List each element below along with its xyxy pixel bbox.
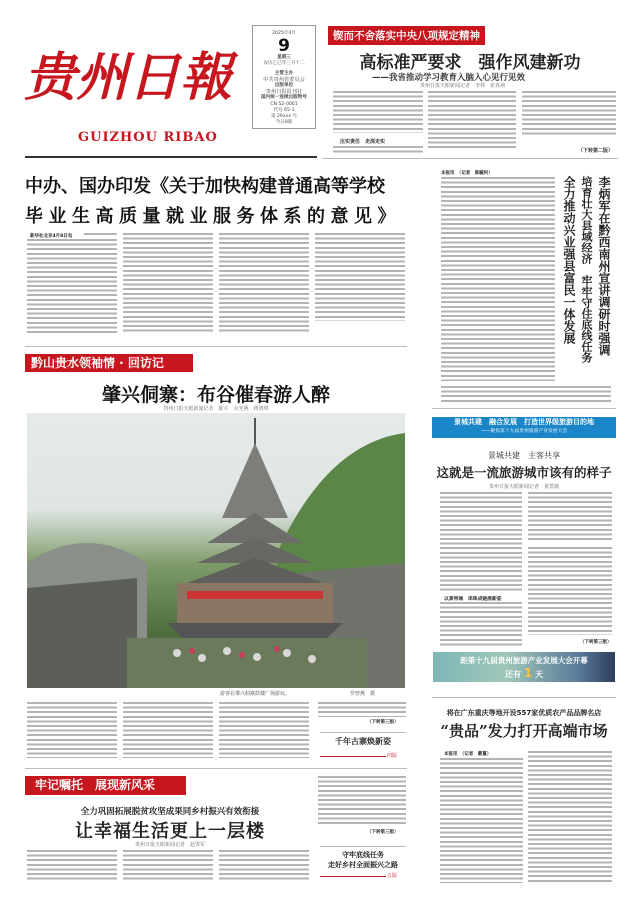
- top-story-subhead: 压实责任 走深走实: [340, 139, 386, 145]
- countdown-days-row: [433, 668, 615, 680]
- agri-headline: “贵品”发力打开高端市场: [440, 722, 608, 740]
- feature-body-col2: [123, 702, 213, 758]
- top-story-subtitle: ——我省推动学习教育入脑入心见行见效: [372, 73, 526, 83]
- tourism-banner: [432, 417, 616, 438]
- divider: [320, 846, 406, 847]
- lead-body-col1b: [27, 239, 117, 334]
- section-tag-feature: 黔山贵水领袖情 · 回访记: [25, 354, 193, 372]
- publisher: 贵州日报报刊社: [265, 89, 303, 96]
- section-tag-rural: 牢记嘱托 展现新风采: [25, 776, 186, 795]
- rural-byline: 贵州日报天眼新闻记者 赵霁军: [134, 842, 205, 848]
- top-story-body-col2: [428, 91, 516, 151]
- vertical-story-body-bottom: [441, 386, 611, 402]
- rural-teaser-link[interactable]: [320, 850, 406, 870]
- rural-body-col1: [27, 850, 117, 882]
- lead-body-col1: [84, 233, 117, 237]
- lead-body-col3: [219, 233, 309, 334]
- teaser-link[interactable]: 千年古寨焕新姿: [335, 736, 391, 746]
- cn-number: CN 52-0001: [270, 101, 298, 107]
- agri-dateline: 本报讯 （记者 蒙蔓）: [444, 752, 492, 757]
- countdown-days: 1: [523, 666, 533, 680]
- cn-label: 国内统一连续出版物号: [261, 95, 307, 101]
- masthead-rule: [25, 156, 317, 158]
- rural-body-col4: [318, 776, 406, 824]
- top-story-headline: 高标准严要求 强作风建新功: [359, 53, 581, 73]
- teaser-line1: 守牢底线任务: [342, 850, 384, 859]
- top-story-byline: 贵州日报天眼新闻记者 李林 张真祯: [420, 83, 506, 89]
- top-story-body-col1: [333, 91, 423, 133]
- continue-marker: （下转第二版）: [578, 148, 614, 154]
- lead-body-col4: [315, 233, 405, 321]
- photo-credit: 罗曾燕 摄: [350, 691, 376, 697]
- masthead-pinyin: GUIZHOU RIBAO: [78, 130, 218, 145]
- publisher-label: 出版单位: [274, 83, 294, 89]
- section-tag-top: 锲而不舍落实中央八项规定精神: [328, 26, 485, 45]
- top-story-body-col1b: [333, 146, 423, 153]
- tourism-body-col1: [440, 492, 522, 592]
- feature-body-col1: [27, 702, 117, 758]
- drum-tower-photo: [27, 413, 405, 688]
- countdown-banner: [433, 652, 615, 682]
- countdown-prefix: 还有: [505, 670, 522, 679]
- divider: [25, 768, 407, 769]
- page-count: 今日8版: [275, 120, 293, 126]
- lunar-date: 农历乙巳年三月十二: [263, 61, 305, 67]
- divider: [25, 346, 407, 347]
- tourism-subhead: 以景带城 串珠成链展新姿: [444, 597, 502, 602]
- tourism-headline: 这就是一流旅游城市该有的样子: [436, 465, 612, 480]
- feature-byline: 贵州日报天眼新闻记者 陈卉 余光燕 蒋鸿琪: [163, 406, 269, 412]
- issue-number: 第 26xxx 号: [270, 114, 298, 120]
- divider: [320, 732, 406, 733]
- rural-headline: 让幸福生活更上一层楼: [75, 821, 265, 842]
- lead-headline-line2: 毕业生高质量就业服务体系的意见》: [25, 206, 401, 227]
- agri-body-col1: [440, 758, 523, 883]
- issue-day: 9: [278, 36, 290, 57]
- sponsor-label: 主管主办: [274, 70, 294, 76]
- feature-body-col4: [318, 702, 406, 717]
- vertical-story-title: 李炳军在黔西南州宣讲调研时强调: [597, 176, 611, 356]
- issue-date: 2025年4月: [272, 31, 296, 36]
- vertical-story-deck1: 培育壮大县域经济 牢牢守住底线任务: [580, 176, 593, 363]
- continue-marker: （下转第三版）: [367, 720, 399, 725]
- countdown-suffix: 天: [534, 670, 543, 679]
- vertical-story-deck2: 全力推动兴业强县富民一体发展: [562, 176, 576, 344]
- countdown-text: 距第十九届贵州旅游产业发展大会开幕: [460, 656, 588, 665]
- rural-teaser-page[interactable]: 五版: [387, 873, 398, 879]
- tourism-body-col1b: [440, 602, 522, 647]
- agri-kicker: 将在广东重庆等地开设557家优质农产品品牌名店: [446, 709, 602, 717]
- tourism-body-col2: [528, 492, 612, 542]
- tourism-kicker: 景城共建 主客共享: [488, 451, 560, 460]
- photo-caption: 游客在肇兴侗寨鼓楼广场游玩。: [220, 691, 291, 697]
- teaser-page[interactable]: 四版: [387, 753, 398, 759]
- tourism-byline: 贵州日报天眼新闻记者 黄蔷薇: [488, 484, 559, 490]
- vertical-story-body: [441, 177, 555, 381]
- postal-code: 代号 65-1: [273, 107, 295, 113]
- feature-photo: [27, 413, 405, 688]
- tourism-banner-title: 景城共建 融合发展 打造世界级旅游目的地: [454, 418, 594, 426]
- divider: [320, 756, 386, 757]
- agri-body-col2: [528, 751, 612, 883]
- rural-kicker: 全力巩固拓展脱贫攻坚成果同乡村振兴有效衔接: [80, 807, 260, 817]
- divider: [322, 158, 618, 159]
- top-story-body-col3: [522, 91, 616, 137]
- continue-marker: （下转第三版）: [580, 640, 612, 645]
- vertical-story-dateline: 本报讯 （记者 陈毓钊）: [441, 171, 493, 176]
- feature-headline: 肇兴侗寨：布谷催春游人醉: [101, 384, 330, 406]
- divider: [320, 876, 386, 877]
- lead-dateline: 新华社北京4月8日电: [30, 234, 73, 239]
- lead-headline: [25, 172, 407, 232]
- issue-info-box: [252, 25, 316, 129]
- lead-headline-line1: 中办、国办印发《关于加快构建普通高等学校: [25, 176, 385, 197]
- tourism-body-col2b: [528, 547, 612, 635]
- divider: [432, 408, 616, 409]
- continue-marker: （下转第三版）: [367, 830, 399, 835]
- weekday: 星期三: [277, 55, 291, 61]
- rural-body-col3: [219, 850, 309, 882]
- teaser-line2: 走好乡村全面振兴之路: [328, 860, 398, 869]
- feature-body-col3: [219, 702, 309, 758]
- lead-body-col2: [123, 233, 213, 334]
- sponsor: 中共贵州省委员会: [263, 76, 305, 83]
- rural-body-col2: [123, 850, 213, 882]
- tourism-banner-subtitle: ——聚焦第十九届贵州旅游产业发展大会: [480, 429, 568, 434]
- divider: [432, 697, 616, 698]
- masthead-logo: 贵州日報: [24, 47, 233, 108]
